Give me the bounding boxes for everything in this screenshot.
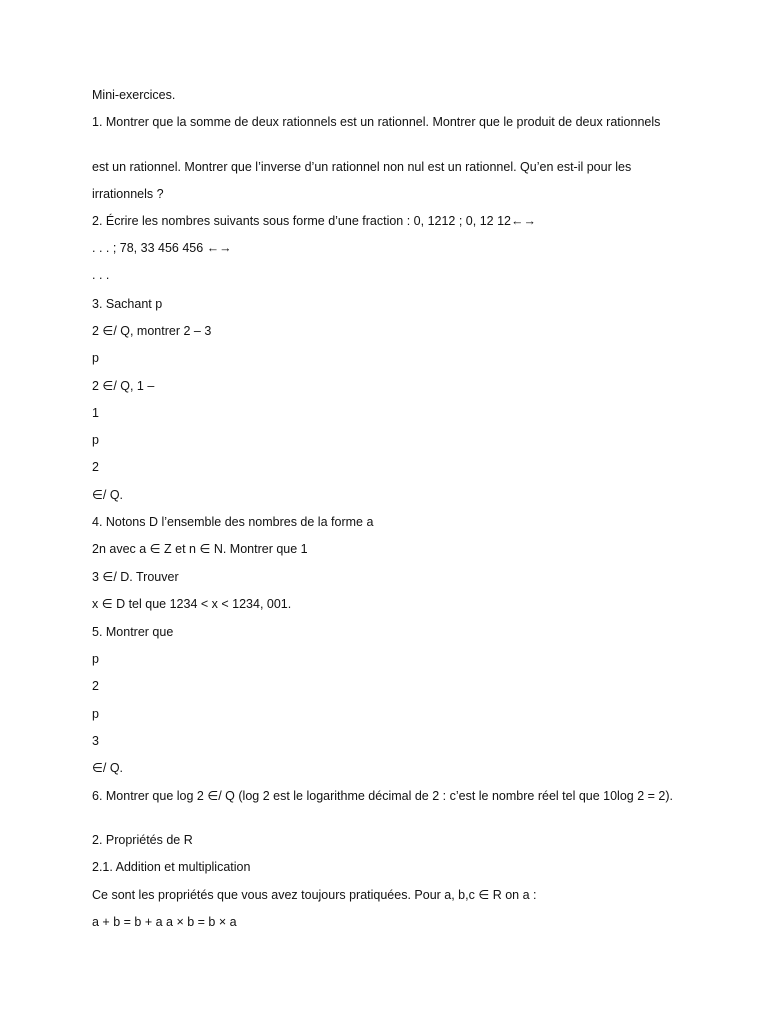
exercise-4-line-4: x ∈ D tel que 1234 < x < 1234, 001. <box>92 597 292 611</box>
exercise-3-line-6: p <box>92 433 99 447</box>
exercise-2-line-1: 2. Écrire les nombres suivants sous forme d’une fraction : 0, 1212 ; 0, 12 12←→ <box>92 214 536 228</box>
exercise-1-line-3: irrationnels ? <box>92 187 164 201</box>
exercise-5-line-4: p <box>92 707 99 721</box>
exercise-5-line-5: 3 <box>92 734 99 748</box>
exercise-5-line-1: 5. Montrer que <box>92 625 174 639</box>
exercise-4-line-1: 4. Notons D l’ensemble des nombres de la forme a <box>92 515 374 529</box>
exercise-3-line-7: 2 <box>92 460 99 474</box>
exercise-5-line-6: ∈/ Q. <box>92 761 124 775</box>
exercise-2-line-2: . . . ; 78, 33 456 456 ←→ <box>92 241 232 255</box>
exercise-6-text: 6. Montrer que log 2 ∈/ Q (log 2 est le logarithme décimal de 2 : c’est le nombre réel tel que 10log 2 = 2). <box>92 789 673 803</box>
exercise-3-line-8: ∈/ Q. <box>92 488 124 502</box>
exercise-4-line-2: 2n avec a ∈ Z et n ∈ N. Montrer que 1 <box>92 542 308 556</box>
exercise-3-line-2: 2 ∈/ Q, montrer 2 – 3 <box>92 324 212 338</box>
body-paragraph: Ce sont les propriétés que vous avez toujours pratiquées. Pour a, b,c ∈ R on a : <box>92 888 537 902</box>
exercise-3-line-1: 3. Sachant p <box>92 297 163 311</box>
exercise-3-line-5: 1 <box>92 406 99 420</box>
equation-line: a + b = b + a a × b = b × a <box>92 915 237 929</box>
section-heading: 2. Propriétés de R <box>92 833 193 847</box>
exercise-2-line-3: . . . <box>92 268 110 282</box>
exercise-3-line-3: p <box>92 351 99 365</box>
exercise-1-line-1: 1. Montrer que la somme de deux rationnels est un rationnel. Montrer que le produit de deux rationnels <box>92 115 661 129</box>
exercise-3-line-4: 2 ∈/ Q, 1 – <box>92 379 155 393</box>
exercise-5-line-3: 2 <box>92 679 99 693</box>
subsection-heading: 2.1. Addition et multiplication <box>92 860 251 874</box>
exercise-5-line-2: p <box>92 652 99 666</box>
exercise-1-line-2: est un rationnel. Montrer que l’inverse d’un rationnel non nul est un rationnel. Qu’en est-il pour les <box>92 160 632 174</box>
exercise-4-line-3: 3 ∈/ D. Trouver <box>92 570 179 584</box>
heading-mini-exercices: Mini-exercices. <box>92 88 176 102</box>
